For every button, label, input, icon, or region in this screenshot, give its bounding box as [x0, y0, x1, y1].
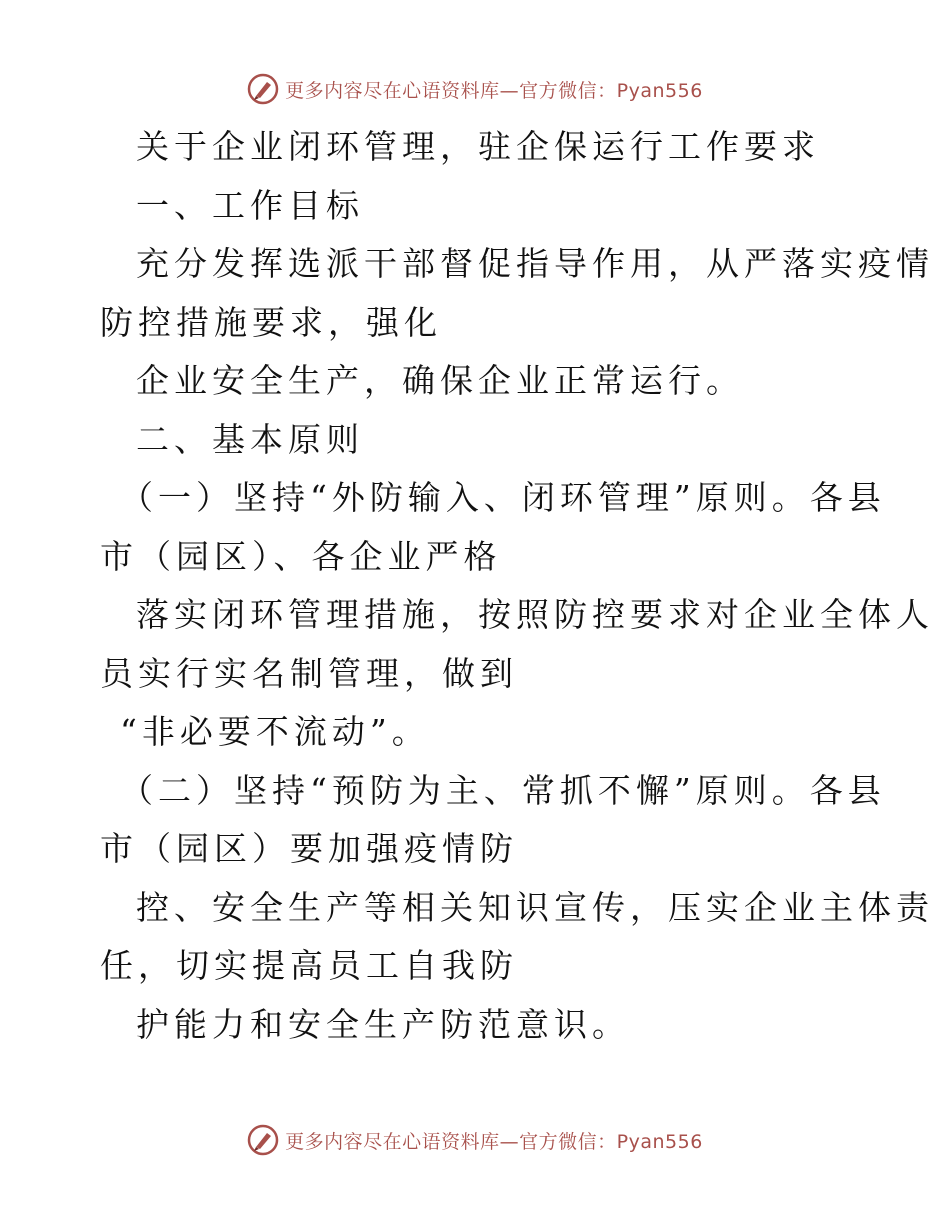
footer-banner	[0, 1123, 950, 1157]
paragraph-line: 充分发挥选派干部督促指导作用，从严落实疫情	[136, 244, 934, 283]
document-title: 关于企业闭环管理，驻企保运行工作要求	[136, 127, 820, 166]
paragraph-line: （一）坚持“外防输入、闭环管理”原则。各县	[120, 478, 886, 517]
paragraph-line: 护能力和安全生产防范意识。	[136, 1004, 630, 1044]
paragraph-line: 市（园区）、各企业严格	[100, 536, 502, 576]
banner-text: 更多内容尽在心语资料库—官方微信：Pyan556	[285, 1130, 703, 1153]
paragraph-line: 控、安全生产等相关知识宣传，压实企业主体责	[136, 887, 934, 927]
banner-text: 更多内容尽在心语资料库—官方微信：Pyan556	[285, 79, 703, 102]
pen-logo-icon	[247, 73, 279, 105]
paragraph-line: 落实闭环管理措施，按照防控要求对企业全体人	[136, 595, 934, 634]
document-body	[100, 118, 934, 1054]
paragraph-line: 防控措施要求，强化	[100, 302, 442, 342]
paragraph-line: 任，切实提高员工自我防	[100, 946, 518, 985]
paragraph-line: 市（园区）要加强疫情防	[100, 829, 518, 868]
paragraph-line: “非必要不流动”。	[120, 712, 430, 751]
section-heading: 一、工作目标	[136, 185, 364, 225]
section-heading: 二、基本原则	[136, 419, 364, 459]
header-banner	[0, 72, 950, 106]
paragraph-line: 企业安全生产，确保企业正常运行。	[136, 361, 744, 400]
pen-logo-icon	[247, 1124, 279, 1156]
paragraph-line: 员实行实名制管理，做到	[100, 653, 518, 693]
paragraph-line: （二）坚持“预防为主、常抓不懈”原则。各县	[120, 770, 886, 810]
